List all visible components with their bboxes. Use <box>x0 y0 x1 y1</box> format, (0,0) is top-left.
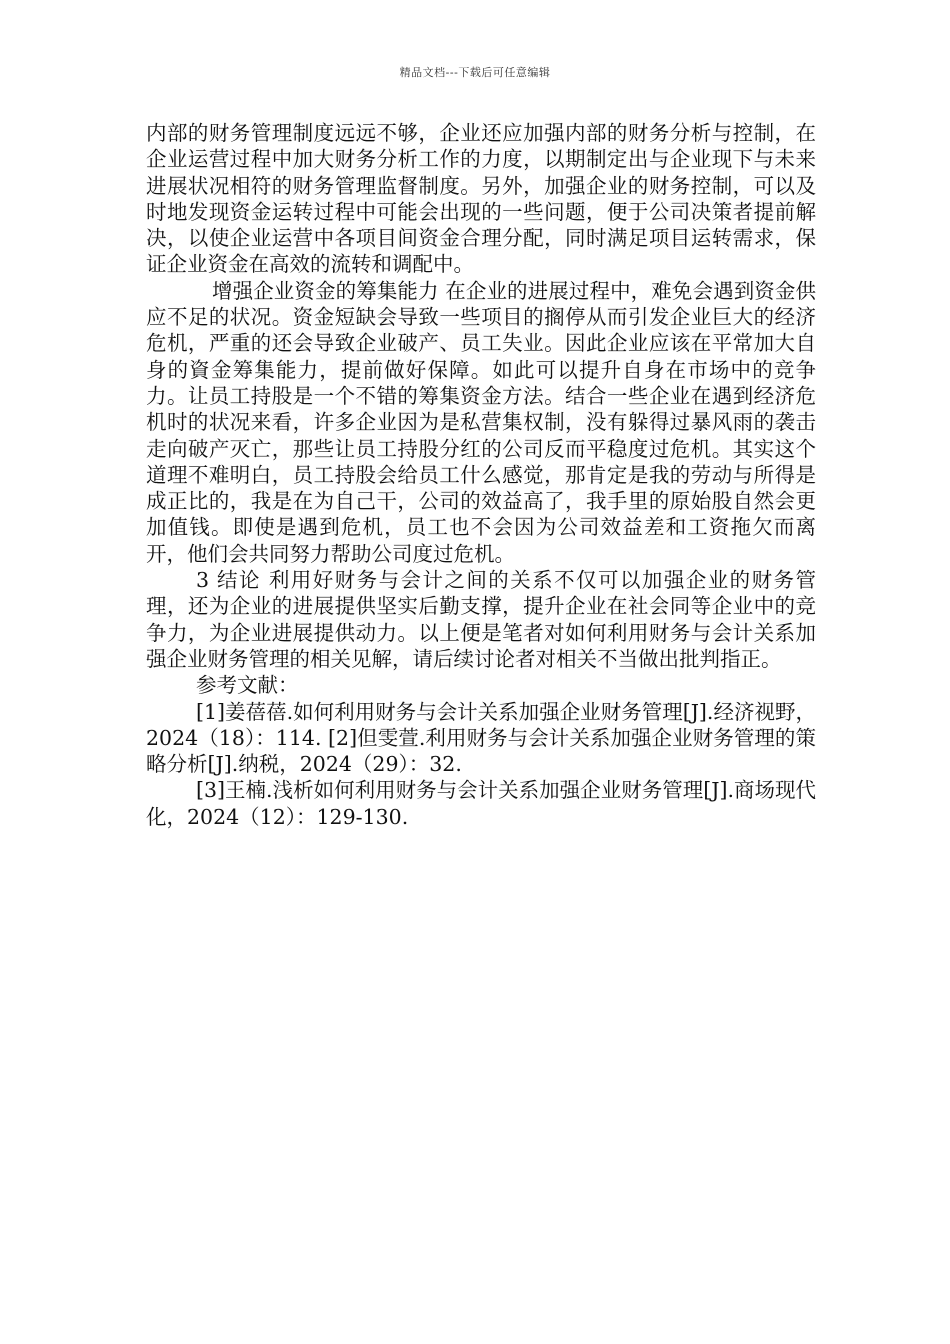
references-heading: 参考文献： <box>196 673 299 698</box>
paragraph-fund-raising: 增强企业资金的筹集能力 在企业的进展过程中，难免会遇到资金供应不足的状况。资金短缺会导致一些项目的搁停从而引发企业巨大的经济危机，严重的还会导致企业破产、员工失业。因此企业应该在平常加大自身的資金筹集能力，提前做好保障。如此可以提升自身在市场中的竞争力。让员工持股是一个不错的筹集资金方法。结合一些企业在遇到经济危机时的状况来看，许多企业因为是私营集权制，没有躲得过暴风雨的袭击走向破产灭亡，那些让员工持股分红的公司反而平稳度过危机。其实这个道理不难明白，员工持股会给员工什么感觉，那肯定是我的劳动与所得是成正比的，我是在为自己干，公司的效益高了，我手里的原始股自然会更加值钱。即使是遇到危机，员工也不会因为公司效益差和工资拖欠而离开，他们会共同努力帮助公司度过危机。 <box>146 278 816 566</box>
document-body <box>146 120 816 830</box>
paragraph-financial-control: 内部的财务管理制度远远不够，企业还应加强内部的财务分析与控制，在企业运营过程中加大财务分析工作的力度，以期制定出与企业现下与未来进展状况相符的财务管理监督制度。另外，加强企业的财务控制，可以及时地发现资金运转过程中可能会出现的一些问题，便于公司决策者提前解决，以使企业运营中各项目间资金合理分配，同时满足项目运转需求，保证企业资金在高效的流转和调配中。 <box>146 121 816 277</box>
page-header: 精品文档---下载后可任意编辑 <box>399 66 551 79</box>
reference-item-3: [3]王楠.浅析如何利用财务与会计关系加强企业财务管理[J].商场现代化，2024（12）：129-130. <box>146 778 816 829</box>
paragraph-conclusion: 3 结论 利用好财务与会计之间的关系不仅可以加强企业的财务管理，还为企业的进展提供坚实后勤支撑，提升企业在社会同等企业中的竞争力，为企业进展提供动力。以上便是笔者对如何利用财务与会计关系加强企业财务管理的相关见解，请后续讨论者对相关不当做出批判指正。 <box>146 568 816 671</box>
reference-item-1-2: [1]姜蓓蓓.如何利用财务与会计关系加强企业财务管理[J].经济视野，2024（18）：114. [2]但雯萱.利用财务与会计关系加强企业财务管理的策略分析[J].纳税，2024（29）：32. <box>146 699 816 777</box>
